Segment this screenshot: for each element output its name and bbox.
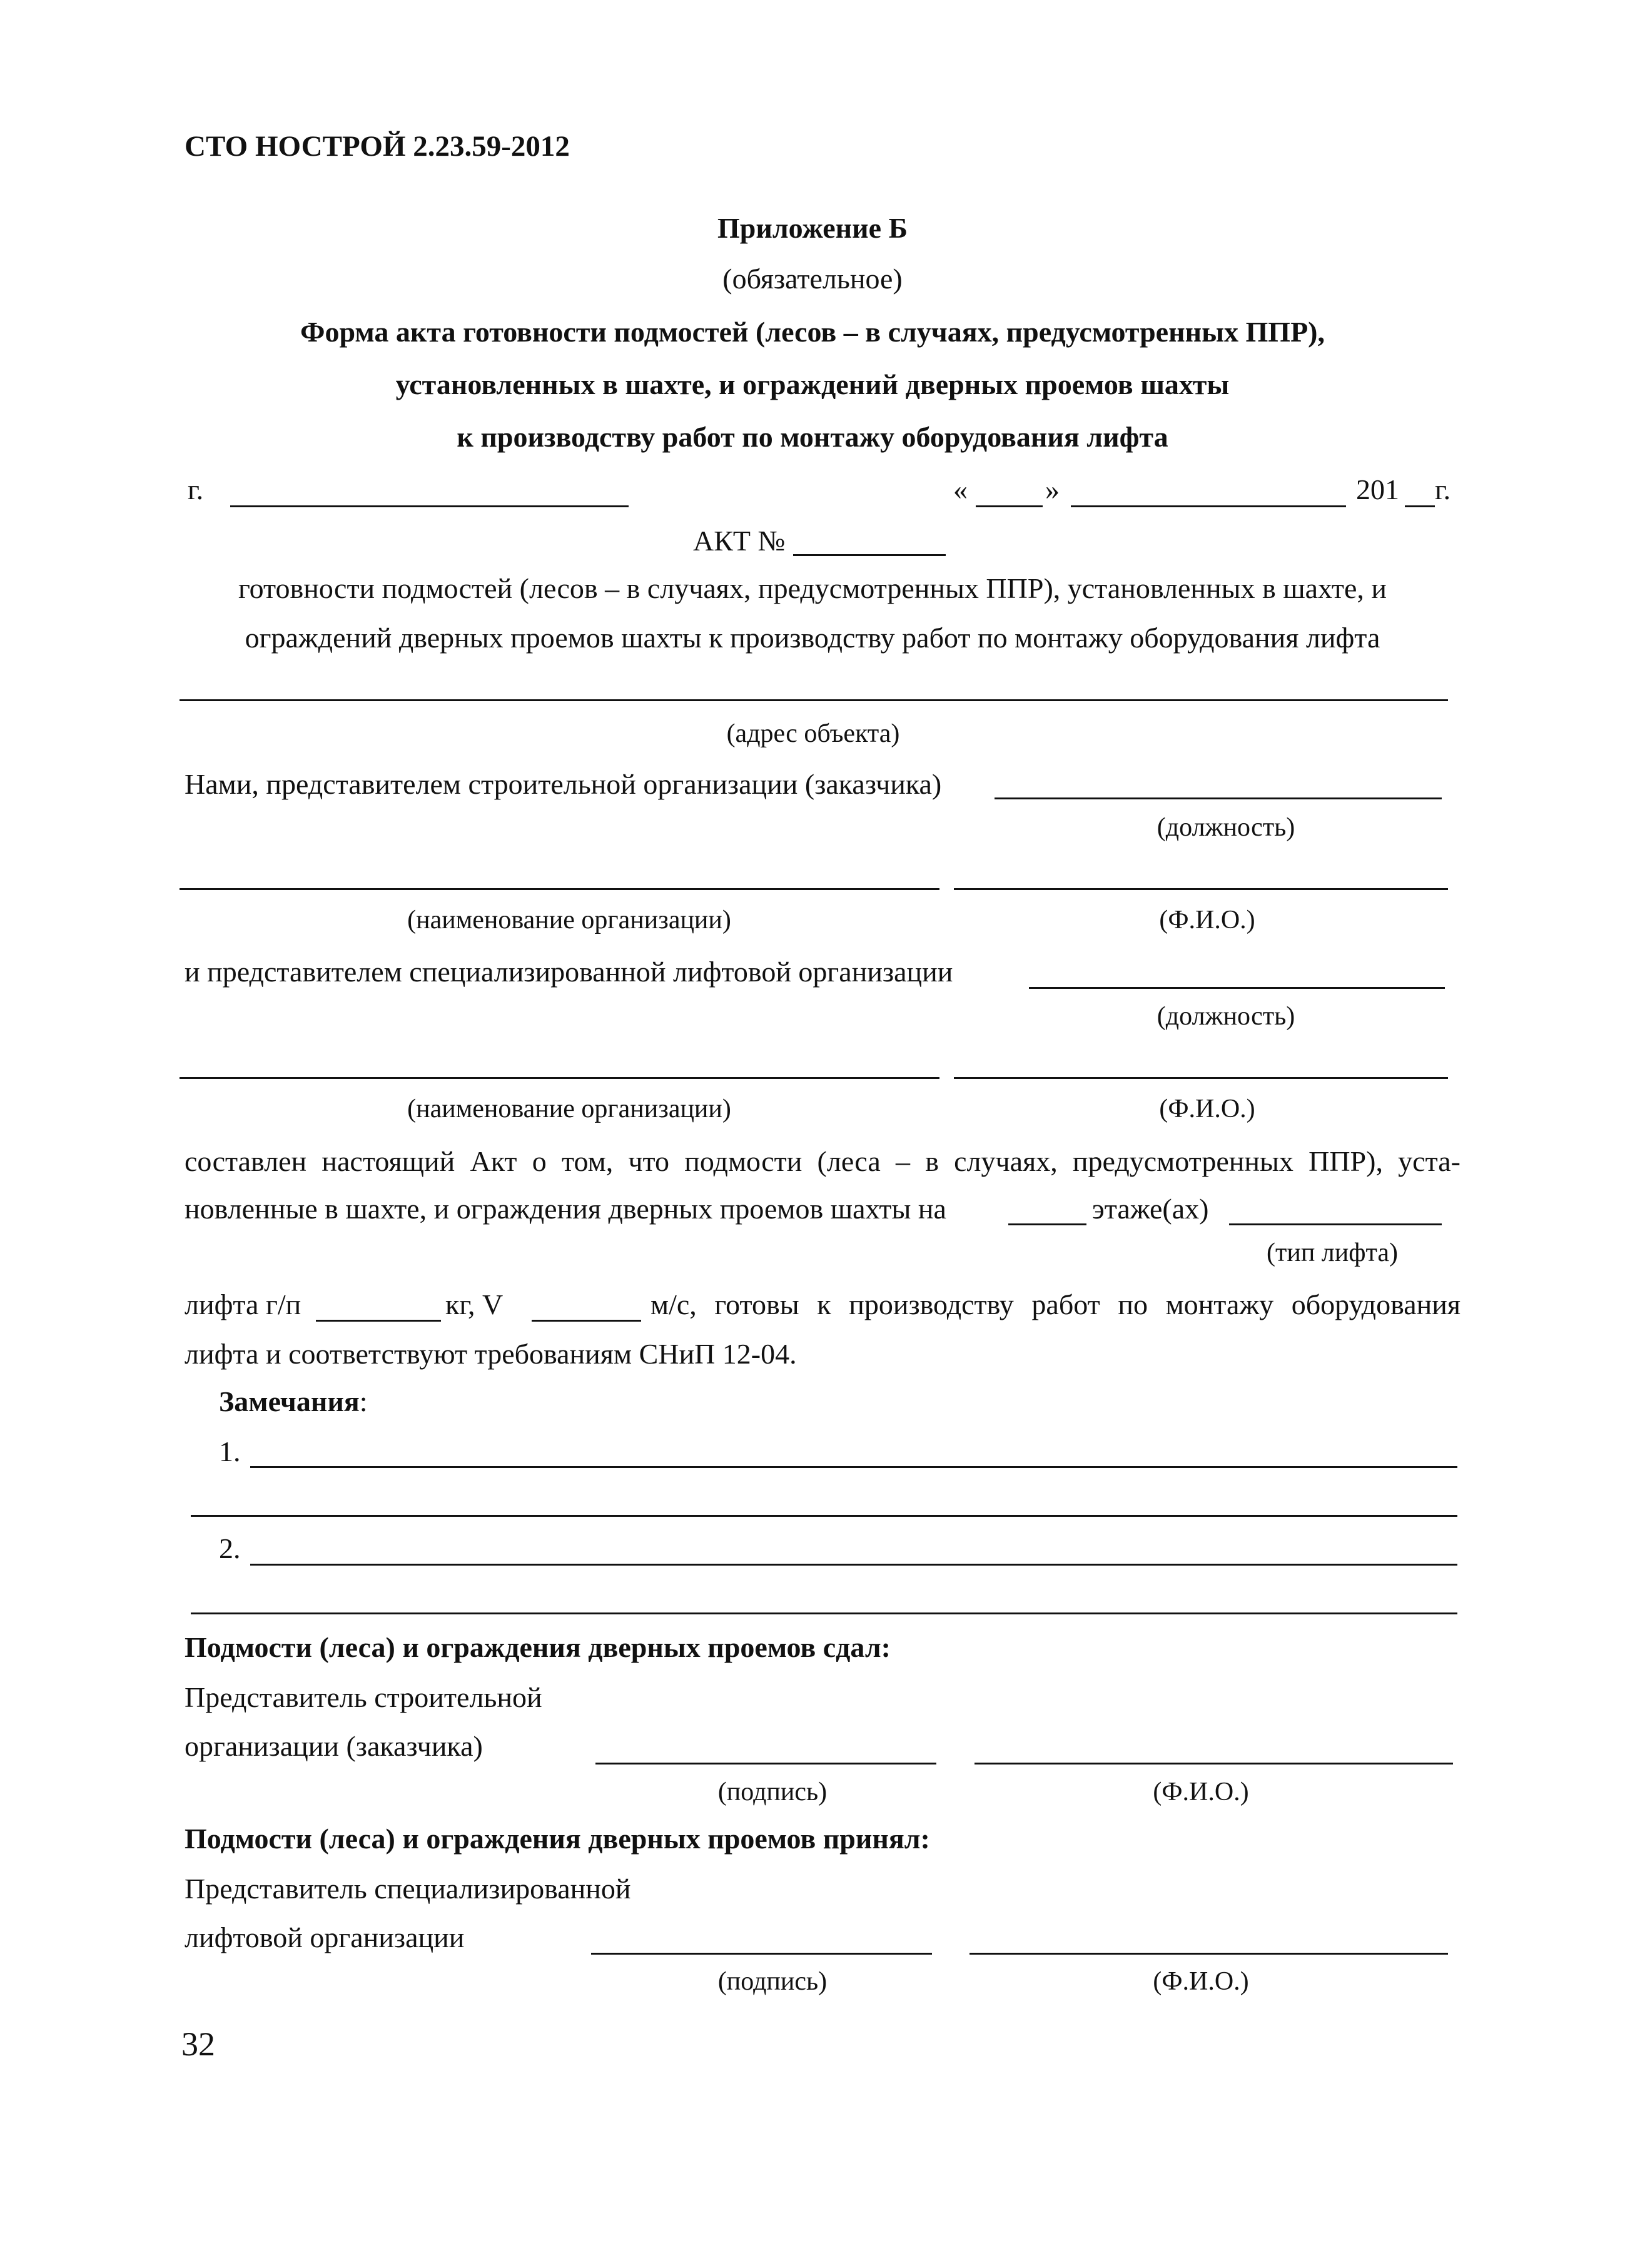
handover-signature-caption: (подпись) <box>717 1778 828 1806</box>
floor-field[interactable] <box>1008 1223 1086 1225</box>
statement-line-1: составлен настоящий Акт о том, что подмости (леса – в случаях, предусмотренных ППР), уста- <box>185 1145 1460 1177</box>
acceptance-fio-caption: (Ф.И.О.) <box>1153 1967 1249 1996</box>
remarks-item-1-field[interactable] <box>250 1466 1457 1468</box>
speed-field[interactable] <box>532 1320 641 1322</box>
handover-fio-caption: (Ф.И.О.) <box>1153 1778 1249 1806</box>
form-title-line-3: к производству работ по монтажу оборудования лифта <box>457 421 1168 453</box>
remarks-colon: : <box>359 1385 368 1417</box>
date-year-suffix: г. <box>1435 473 1451 505</box>
lift-org-caption: (наименование организации) <box>407 1095 731 1123</box>
lift-org-fio-caption: (Ф.И.О.) <box>1159 1095 1255 1123</box>
city-field[interactable] <box>230 505 629 507</box>
builder-position-field[interactable] <box>995 797 1442 799</box>
statement-line-3-rest: м/с, готовы к производству работ по монтажу оборудования <box>651 1288 1460 1320</box>
form-title-line-2: установленных в шахте, и ограждений дверных проемов шахты <box>395 368 1230 400</box>
appendix-title: Приложение Б <box>717 212 908 244</box>
builder-org-name-field[interactable] <box>180 888 939 890</box>
lift-type-field[interactable] <box>1229 1223 1442 1225</box>
address-caption: (адрес объекта) <box>726 719 900 748</box>
acceptance-fio-field[interactable] <box>969 1953 1448 1955</box>
date-quote-close: » <box>1045 473 1060 505</box>
lift-org-rep-text: и представителем специализированной лифтовой организации <box>185 956 953 988</box>
acceptance-title: Подмости (леса) и ограждения дверных проемов принял: <box>185 1823 930 1855</box>
builder-position-caption: (должность) <box>1157 813 1295 842</box>
remarks-item-2-field[interactable] <box>250 1564 1457 1566</box>
date-day-field[interactable] <box>976 505 1043 507</box>
capacity-field[interactable] <box>316 1320 441 1322</box>
acceptance-signature-caption: (подпись) <box>717 1967 828 1996</box>
date-quote-open: « <box>953 473 968 505</box>
remarks-item-1-number: 1. <box>219 1435 241 1467</box>
remarks-item-2-continuation[interactable] <box>191 1612 1457 1614</box>
address-field[interactable] <box>180 699 1448 701</box>
statement-lift-label: лифта г/п <box>185 1288 301 1320</box>
builder-fio-field[interactable] <box>954 888 1448 890</box>
handover-fio-field[interactable] <box>974 1763 1453 1764</box>
remarks-heading <box>219 1384 368 1419</box>
remarks-label: Замечания <box>219 1385 360 1417</box>
lift-org-name-field[interactable] <box>180 1077 939 1079</box>
act-subject-line-2: ограждений дверных проемов шахты к производству работ по монтажу оборудования лифта <box>245 622 1380 654</box>
handover-rep-line-2: организации (заказчика) <box>185 1730 483 1762</box>
page-number: 32 <box>181 2025 215 2063</box>
statement-kg-label: кг, V <box>445 1288 504 1320</box>
lift-org-fio-field[interactable] <box>954 1077 1448 1079</box>
builder-org-caption: (наименование организации) <box>407 906 731 934</box>
act-number-label: АКТ № <box>693 525 786 557</box>
acceptance-rep-line-1: Представитель специализированной <box>185 1873 631 1905</box>
city-prefix: г. <box>188 473 204 505</box>
builder-fio-caption: (Ф.И.О.) <box>1159 906 1255 934</box>
statement-line-4: лифта и соответствуют требованиям СНиП 12-04. <box>185 1338 797 1370</box>
acceptance-rep-line-2: лифтовой организации <box>185 1921 465 1953</box>
lift-org-position-caption: (должность) <box>1157 1002 1295 1031</box>
appendix-status: (обязательное) <box>722 263 903 295</box>
date-year-field[interactable] <box>1405 505 1435 507</box>
standard-code: СТО НОСТРОЙ 2.23.59-2012 <box>185 130 570 163</box>
acceptance-signature-field[interactable] <box>591 1953 932 1955</box>
act-number-field[interactable] <box>793 554 946 556</box>
statement-line-2-start: новленные в шахте, и ограждения дверных проемов шахты на <box>185 1193 946 1225</box>
handover-rep-line-1: Представитель строительной <box>185 1681 542 1713</box>
statement-floor-label: этаже(ах) <box>1092 1193 1209 1225</box>
statement-paragraph <box>185 1137 1460 1185</box>
date-year-prefix: 201 <box>1356 473 1399 505</box>
builder-rep-text: Нами, представителем строительной организации (заказчика) <box>185 768 942 800</box>
remarks-item-1-continuation[interactable] <box>191 1515 1457 1517</box>
remarks-item-2-number: 2. <box>219 1532 241 1564</box>
lift-org-position-field[interactable] <box>1029 987 1445 989</box>
date-month-field[interactable] <box>1071 505 1346 507</box>
handover-signature-field[interactable] <box>595 1763 936 1764</box>
handover-title: Подмости (леса) и ограждения дверных проемов сдал: <box>185 1631 891 1663</box>
act-subject-line-1: готовности подмостей (лесов – в случаях, предусмотренных ППР), установленных в шахте, и <box>238 572 1387 604</box>
lift-type-caption: (тип лифта) <box>1267 1238 1398 1267</box>
form-title-line-1: Форма акта готовности подмостей (лесов – в случаях, предусмотренных ППР), <box>300 316 1325 348</box>
